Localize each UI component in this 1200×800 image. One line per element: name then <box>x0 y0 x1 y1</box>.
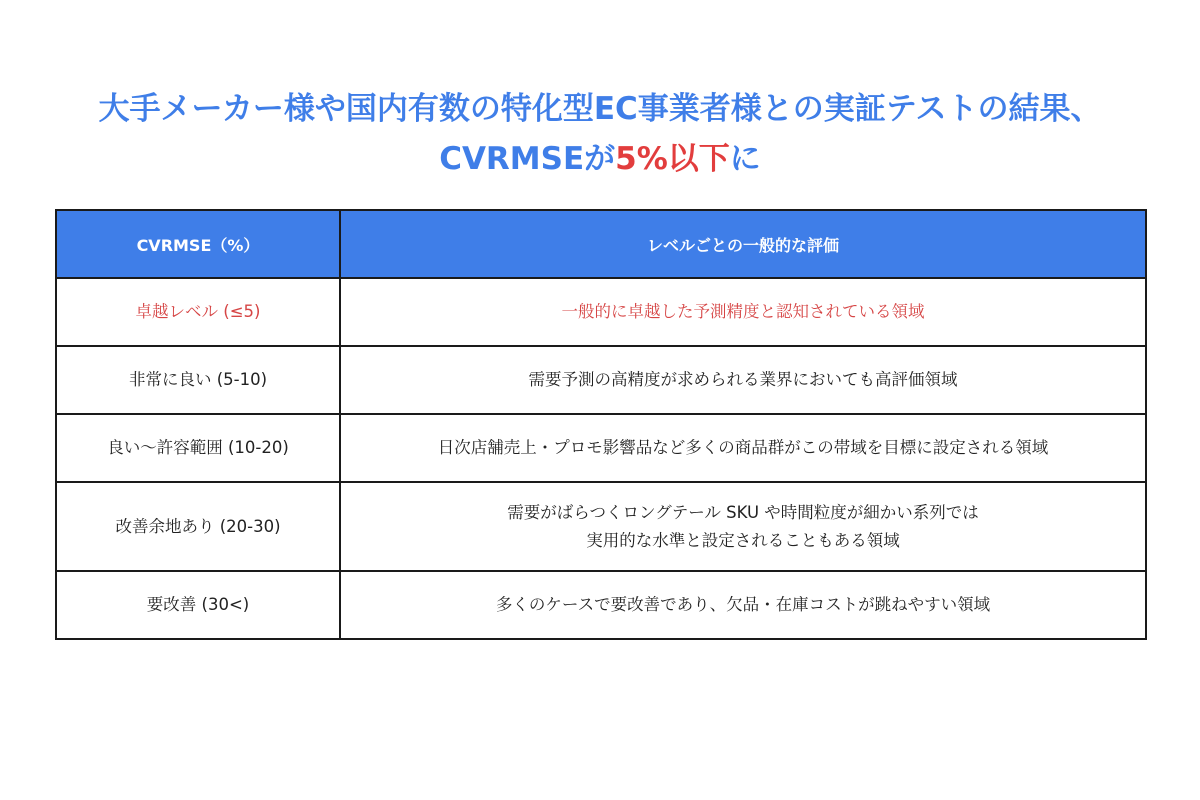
table-row <box>56 414 1146 482</box>
headline-line-2-prefix: CVRMSEが <box>439 141 616 177</box>
evaluation-text: 日次店舗売上・プロモ影響品など多くの商品群がこの帯域を目標に設定される領域 <box>437 438 1049 457</box>
header-cvrmse: CVRMSE（%） <box>56 210 340 278</box>
evaluation-text: 需要予測の高精度が求められる業界においても高評価領域 <box>528 370 958 389</box>
level-cell: 非常に良い (5-10) <box>56 346 340 414</box>
evaluation-cell <box>340 571 1146 639</box>
table-row <box>56 346 1146 414</box>
level-cell: 卓越レベル (≤5) <box>56 278 340 346</box>
headline-highlight: 5%以下 <box>615 141 730 177</box>
headline-line-2 <box>0 134 1200 184</box>
table-row <box>56 278 1146 346</box>
evaluation-text: 需要がばらつくロングテール SKU や時間粒度が細かい系列では <box>507 502 979 522</box>
headline-line-2-suffix: に <box>729 141 761 177</box>
table-header-row <box>56 210 1146 278</box>
evaluation-cell <box>340 482 1146 571</box>
evaluation-text: 一般的に卓越した予測精度と認知されている領域 <box>561 302 925 321</box>
level-cell: 良い〜許容範囲 (10-20) <box>56 414 340 482</box>
evaluation-cell <box>340 414 1146 482</box>
level-cell: 改善余地あり (20-30) <box>56 482 340 571</box>
table-row <box>56 482 1146 571</box>
evaluation-text: 実用的な水準と設定されることもある領域 <box>586 530 900 550</box>
evaluation-cell <box>340 278 1146 346</box>
header-evaluation: レベルごとの一般的な評価 <box>340 210 1146 278</box>
page-headline <box>0 84 1200 184</box>
headline-line-1: 大手メーカー様や国内有数の特化型EC事業者様との実証テストの結果、 <box>98 91 1102 127</box>
level-cell: 要改善 (30<) <box>56 571 340 639</box>
cvrmse-evaluation-table <box>55 209 1147 640</box>
evaluation-text: 多くのケースで要改善であり、欠品・在庫コストが跳ねやすい領域 <box>495 595 991 614</box>
evaluation-cell <box>340 346 1146 414</box>
table-row <box>56 571 1146 639</box>
